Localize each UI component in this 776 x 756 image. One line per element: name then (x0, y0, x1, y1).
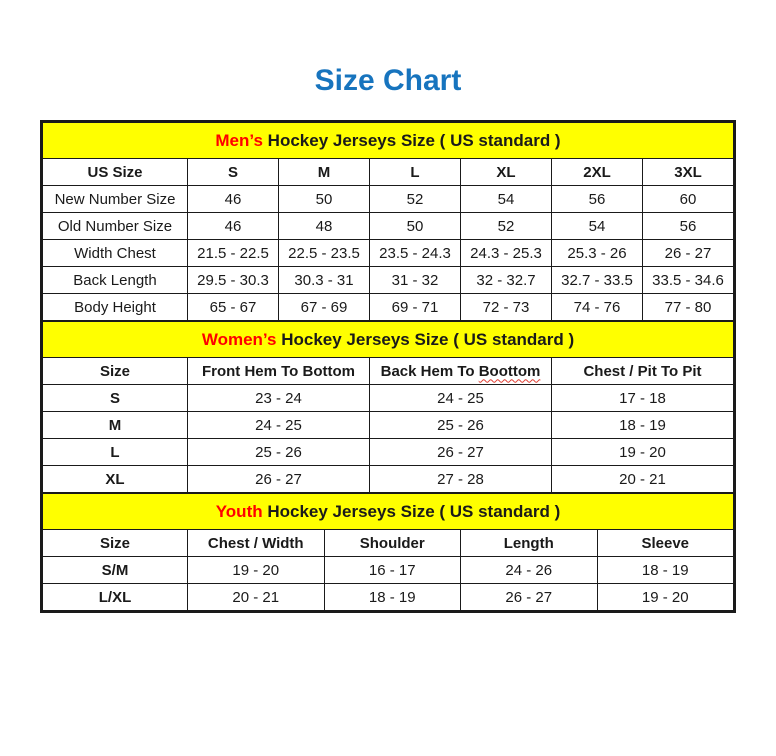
table-cell: 25 - 26 (188, 439, 370, 466)
table-cell: 72 - 73 (461, 294, 552, 321)
row-label: Old Number Size (43, 213, 188, 240)
table-cell: 18 - 19 (597, 557, 734, 584)
womens-section-header-row (43, 322, 734, 358)
table-row (43, 557, 734, 584)
table-cell: 29.5 - 30.3 (188, 267, 279, 294)
womens-section-banner (43, 322, 734, 358)
table-cell: 19 - 20 (552, 439, 734, 466)
table-cell: 16 - 17 (324, 557, 461, 584)
column-header: Length (461, 530, 598, 557)
table-cell: 21.5 - 22.5 (188, 240, 279, 267)
table-cell: 48 (279, 213, 370, 240)
table-cell: 46 (188, 186, 279, 213)
womens-header-row (43, 358, 734, 385)
table-cell: 52 (461, 213, 552, 240)
column-header: 3XL (643, 159, 734, 186)
row-label: L/XL (43, 584, 188, 611)
table-cell: 60 (643, 186, 734, 213)
table-cell: 24.3 - 25.3 (461, 240, 552, 267)
womens-section-banner-text: Hockey Jerseys Size ( US standard ) (281, 329, 575, 349)
table-cell: 24 - 25 (188, 412, 370, 439)
column-header: Size (43, 530, 188, 557)
table-cell: 19 - 20 (597, 584, 734, 611)
column-header-text: Back Hem To (380, 362, 475, 380)
row-label: M (43, 412, 188, 439)
table-cell: 26 - 27 (643, 240, 734, 267)
column-header: US Size (43, 159, 188, 186)
row-label: Back Length (43, 267, 188, 294)
mens-section-banner (43, 123, 734, 159)
table-row (43, 412, 734, 439)
table-cell: 25.3 - 26 (552, 240, 643, 267)
youth-section-banner-highlight: Youth (215, 501, 263, 521)
row-label: XL (43, 466, 188, 493)
table-cell: 24 - 26 (461, 557, 598, 584)
column-header: Chest / Pit To Pit (552, 358, 734, 385)
table-row (43, 240, 734, 267)
table-cell: 33.5 - 34.6 (643, 267, 734, 294)
table-cell: 22.5 - 23.5 (279, 240, 370, 267)
table-cell: 30.3 - 31 (279, 267, 370, 294)
column-header: XL (461, 159, 552, 186)
table-cell: 26 - 27 (370, 439, 552, 466)
table-cell: 46 (188, 213, 279, 240)
table-cell: 26 - 27 (188, 466, 370, 493)
table-row (43, 294, 734, 321)
misspelled-word: Boottom (478, 362, 541, 380)
table-cell: 20 - 21 (188, 584, 325, 611)
column-header: S (188, 159, 279, 186)
table-row (43, 439, 734, 466)
table-cell: 56 (643, 213, 734, 240)
table-cell: 25 - 26 (370, 412, 552, 439)
table-cell: 19 - 20 (188, 557, 325, 584)
table-cell: 18 - 19 (552, 412, 734, 439)
womens-section-banner-highlight: Women’s (201, 329, 277, 349)
youth-size-table (42, 493, 734, 611)
column-header: L (370, 159, 461, 186)
table-cell: 77 - 80 (643, 294, 734, 321)
table-cell: 67 - 69 (279, 294, 370, 321)
youth-section-banner (43, 494, 734, 530)
column-header: 2XL (552, 159, 643, 186)
mens-header-row (43, 159, 734, 186)
table-row (43, 385, 734, 412)
table-cell: 54 (461, 186, 552, 213)
mens-section-header-row (43, 123, 734, 159)
table-cell: 54 (552, 213, 643, 240)
table-cell: 20 - 21 (552, 466, 734, 493)
table-cell: 17 - 18 (552, 385, 734, 412)
table-cell: 74 - 76 (552, 294, 643, 321)
table-cell: 27 - 28 (370, 466, 552, 493)
column-header: Size (43, 358, 188, 385)
column-header: Front Hem To Bottom (188, 358, 370, 385)
youth-header-row (43, 530, 734, 557)
table-cell: 23.5 - 24.3 (370, 240, 461, 267)
row-label: New Number Size (43, 186, 188, 213)
column-header: Sleeve (597, 530, 734, 557)
table-cell: 31 - 32 (370, 267, 461, 294)
mens-section-banner-highlight: Men’s (215, 130, 263, 150)
table-row (43, 584, 734, 611)
row-label: S/M (43, 557, 188, 584)
table-row (43, 213, 734, 240)
table-cell: 50 (279, 186, 370, 213)
column-header: M (279, 159, 370, 186)
table-cell: 65 - 67 (188, 294, 279, 321)
page-title: Size Chart (314, 64, 462, 97)
table-cell: 50 (370, 213, 461, 240)
table-row (43, 186, 734, 213)
table-cell: 26 - 27 (461, 584, 598, 611)
mens-section-banner-text: Hockey Jerseys Size ( US standard ) (267, 130, 561, 150)
table-cell: 18 - 19 (324, 584, 461, 611)
row-label: Body Height (43, 294, 188, 321)
mens-size-table (42, 122, 734, 321)
table-cell: 56 (552, 186, 643, 213)
size-chart (40, 120, 736, 613)
row-label: S (43, 385, 188, 412)
table-cell: 69 - 71 (370, 294, 461, 321)
column-header (370, 358, 552, 385)
row-label: Width Chest (43, 240, 188, 267)
row-label: L (43, 439, 188, 466)
table-cell: 32 - 32.7 (461, 267, 552, 294)
table-row (43, 466, 734, 493)
table-cell: 32.7 - 33.5 (552, 267, 643, 294)
youth-section-banner-text: Hockey Jerseys Size ( US standard ) (267, 501, 561, 521)
table-cell: 24 - 25 (370, 385, 552, 412)
table-row (43, 267, 734, 294)
column-header: Shoulder (324, 530, 461, 557)
table-cell: 23 - 24 (188, 385, 370, 412)
youth-section-header-row (43, 494, 734, 530)
womens-size-table (42, 321, 734, 493)
table-cell: 52 (370, 186, 461, 213)
column-header: Chest / Width (188, 530, 325, 557)
